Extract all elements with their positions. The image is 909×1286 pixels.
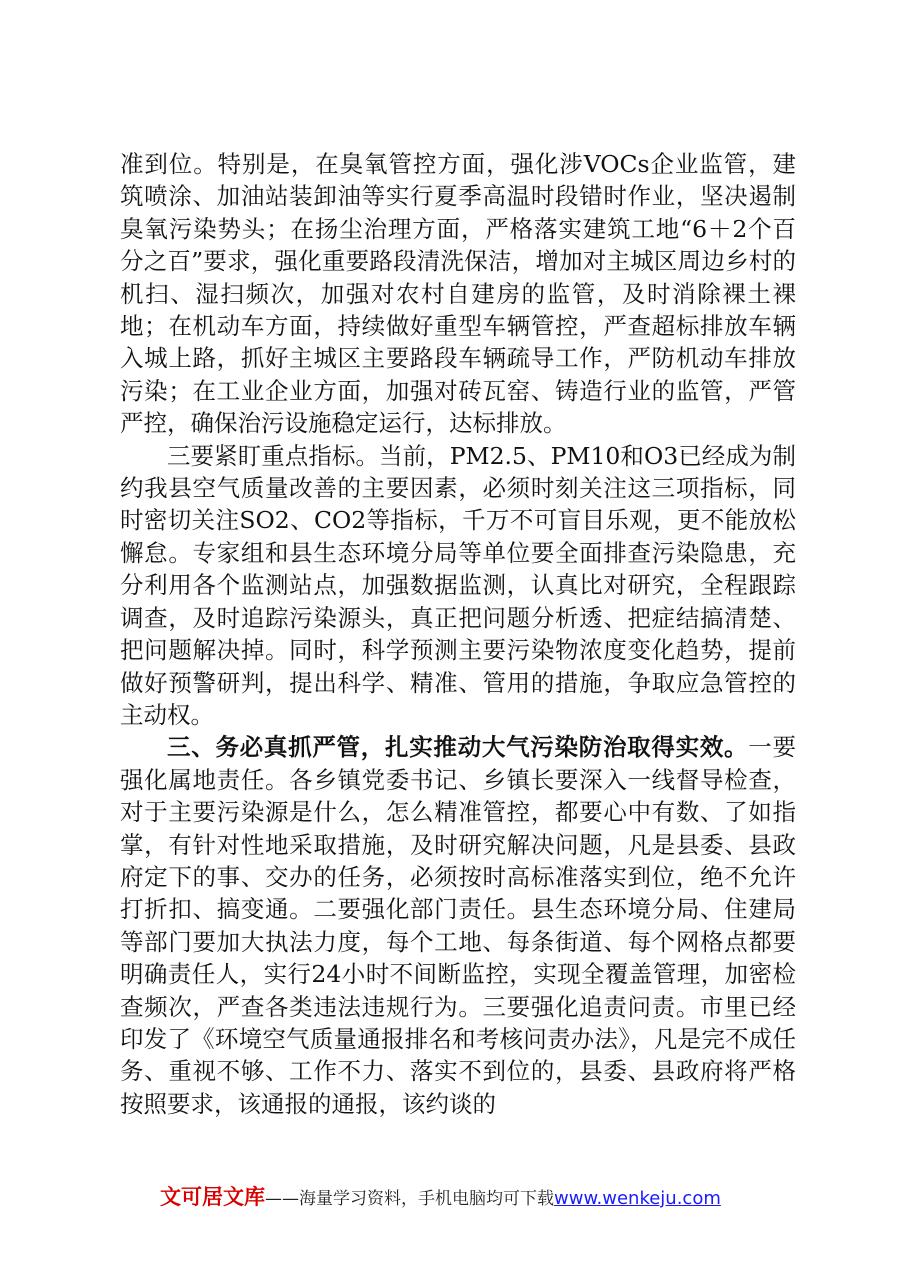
footer-brand: 文可居文库 bbox=[160, 1185, 265, 1209]
section-body: 一要强化属地责任。各乡镇党委书记、乡镇长要深入一线督导检查，对于主要污染源是什么，怎么精准管控，都要心中有数、了如指掌，有针对性地采取措施，及时研究解决问题，凡是县委、县政府定下的事、交办的任务，必须按时高标准落实到位，绝不允许打折扣、搞变通。二要强化部门责任。县生态环境分局、住建局等部门要加大执法力度，每个工地、每条街道、每个网格点都要明确责任人，实行24小时不间断监控，实现全覆盖管理，加密检查频次，严查各类违法违规行为。三要强化追责问责。市里已经印发了《环境空气质量通报排名和考核问责办法》，凡是完不成任务、重视不够、工作不力、落实不到位的，县委、县政府将严格按照要求，该通报的通报，该约谈的 bbox=[120, 733, 797, 1118]
paragraph-key-indicators: 三要紧盯重点指标。当前，PM2.5、PM10和O3已经成为制约我县空气质量改善的主要因素，必须时刻关注这三项指标，同时密切关注SO2、CO2等指标，千万不可盲目乐观，更不能放松懈怠。专家组和县生态环境分局等单位要全面排查污染隐患，充分利用各个监测站点，加强数据监测，认真比对研究，全程跟踪调查，及时追踪污染源头，真正把问题分析透、把症结搞清楚、把问题解决掉。同时，科学预测主要污染物浓度变化趋势，提前做好预警研判，提出科学、精准、管用的措施，争取应急管控的主动权。 bbox=[120, 441, 796, 729]
section-heading: 三、务必真抓严管，扎实推动大气污染防治取得实效。 bbox=[167, 733, 749, 762]
paragraph-section-three bbox=[120, 731, 796, 1120]
footer-website-link[interactable]: www.wenkeju.com bbox=[554, 1188, 721, 1209]
footer-tagline: ——海量学习资料，手机电脑均可下载 bbox=[265, 1189, 554, 1209]
paragraph-continued: 准到位。特别是，在臭氧管控方面，强化涉VOCs企业监管，建筑喷涂、加油站装卸油等实行夏季高温时段错时作业，坚决遏制臭氧污染势头；在扬尘治理方面，严格落实建筑工地“6＋2个百分之百”要求，强化重要路段清洗保洁，增加对主城区周边乡村的机扫、湿扫频次，加强对农村自建房的监管，及时消除裸土裸地；在机动车方面，持续做好重型车辆管控，严查超标排放车辆入城上路，抓好主城区主要路段车辆疏导工作，严防机动车排放污染；在工业企业方面，加强对砖瓦窑、铸造行业的监管，严管严控，确保治污设施稳定运行，达标排放。 bbox=[120, 150, 796, 438]
document-body bbox=[120, 148, 796, 1120]
footer-banner bbox=[160, 1180, 800, 1214]
